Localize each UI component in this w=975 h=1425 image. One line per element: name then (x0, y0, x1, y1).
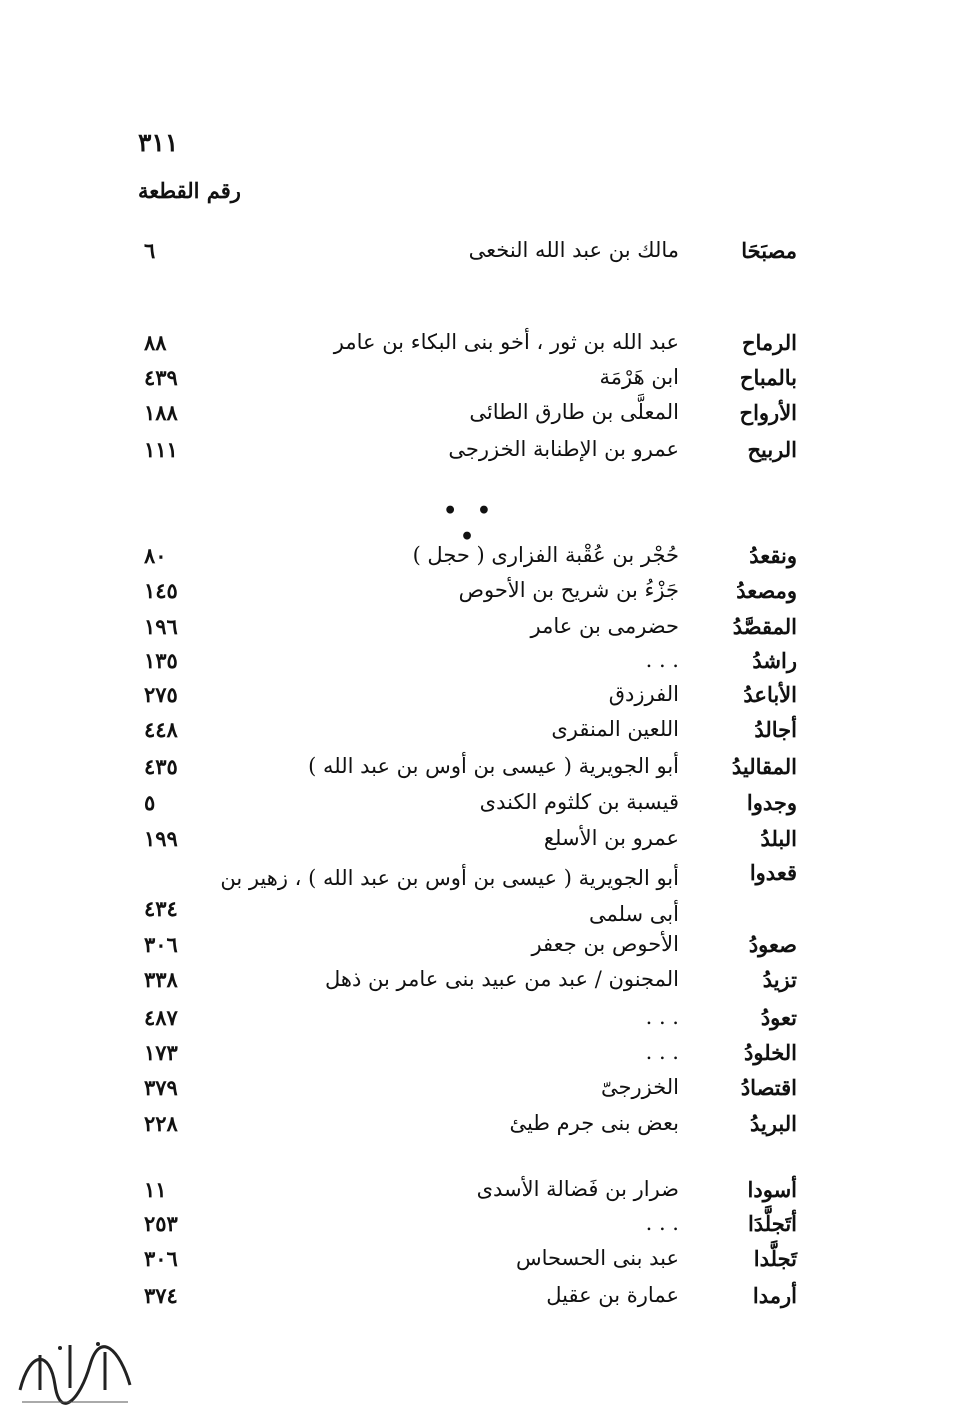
poet-name: جَزْءُ بن شريح بن الأحوص (458, 578, 679, 602)
index-row (0, 717, 975, 751)
poet-name: . . . (645, 1005, 679, 1029)
rhyme-word: البلدُ (760, 826, 797, 851)
piece-number: ١١١ (144, 437, 178, 462)
rhyme-word: المقاليدُ (731, 754, 797, 779)
piece-number: ١٨٨ (144, 400, 178, 425)
piece-number: ١٣٥ (144, 648, 178, 673)
poet-name: الخزرجىّ (600, 1075, 679, 1099)
rhyme-word: وجدوا (746, 790, 797, 815)
index-row (0, 238, 975, 272)
poet-name: بعض بنى جرم طيئ (509, 1111, 679, 1135)
rhyme-word: تَجلَّدا (753, 1246, 797, 1271)
index-row (0, 543, 975, 577)
piece-number: ٦ (144, 238, 156, 263)
poet-name: الفرزدق (608, 682, 679, 706)
poet-name: أبو الجويرية ( عيسى بن أوس بن عبد الله ) ، زهير بن أبى سلمى (220, 866, 679, 926)
index-row (0, 682, 975, 716)
rhyme-word: أرمدا (752, 1283, 797, 1308)
rhyme-word: قعدوا (749, 860, 797, 885)
piece-number: ١١ (144, 1177, 167, 1202)
piece-number: ٣٠٦ (144, 932, 178, 957)
rhyme-word: الرماح (741, 330, 797, 355)
piece-number: ١٤٥ (144, 578, 178, 603)
index-row (0, 860, 975, 932)
rhyme-word: اقتصادُ (740, 1075, 797, 1100)
piece-number: ٥ (144, 790, 156, 815)
poet-name: عمارة بن عقيل (546, 1283, 679, 1307)
rhyme-word: البريدُ (749, 1111, 797, 1136)
poet-name: اللعين المنقرى (551, 717, 679, 741)
rhyme-word: أسودا (747, 1177, 797, 1202)
poet-name: عمرو بن الإطنابة الخزرجى (448, 437, 679, 461)
piece-number: ٣٧٩ (144, 1075, 178, 1100)
rhyme-word: أجالدُ (754, 717, 797, 742)
piece-number: ١٧٣ (144, 1040, 178, 1065)
poet-name: عمرو بن الأسلع (543, 826, 679, 850)
piece-number: ٣٣٨ (144, 967, 178, 992)
rhyme-word: تزيدُ (762, 967, 797, 992)
rhyme-word: تعودُ (760, 1005, 797, 1030)
section-separator: • • • (443, 498, 497, 550)
piece-number: ٢٧٥ (144, 682, 178, 707)
index-row (0, 437, 975, 471)
rhyme-word: مصبَحَا (741, 238, 797, 263)
rhyme-word: ومصعدُ (736, 578, 797, 603)
piece-number: ٤٣٥ (144, 754, 178, 779)
poet-name: أبو الجويرية ( عيسى بن أوس بن عبد الله ) (308, 754, 679, 778)
page-number: ٣١١ (138, 128, 179, 157)
poet-name: قيسبة بن كلثوم الكندى (479, 790, 679, 814)
index-row (0, 578, 975, 612)
poet-name: . . . (645, 648, 679, 672)
index-row (0, 1111, 975, 1145)
index-row (0, 614, 975, 648)
poet-name: مالك بن عبد الله النخعى (468, 238, 679, 262)
rhyme-word: المقصَّدُ (732, 614, 797, 639)
index-row (0, 790, 975, 824)
column-header: رقم القطعة (138, 178, 241, 203)
index-row (0, 648, 975, 682)
poet-name: الأحوص بن جعفر (531, 932, 679, 956)
index-row (0, 1211, 975, 1245)
index-row (0, 330, 975, 364)
rhyme-word: الأرواح (739, 400, 797, 425)
poet-name: حُجْر بن عُقْبة الفزارى ( حجل ) (412, 543, 679, 567)
watermark-logo (10, 1330, 140, 1410)
index-row (0, 1040, 975, 1074)
rhyme-word: ونقعدُ (749, 543, 797, 568)
piece-number: ٤٤٨ (144, 717, 178, 742)
piece-number: ٨٠ (144, 543, 167, 568)
index-row (0, 754, 975, 788)
piece-number: ٤٣٤ (144, 896, 178, 921)
index-row (0, 365, 975, 399)
piece-number: ٤٨٧ (144, 1005, 178, 1030)
piece-number: ٣٧٤ (144, 1283, 178, 1308)
poet-name: المجنون / عبد من عبيد بنى عامر بن ذهل (325, 967, 679, 991)
poet-name: . . . (645, 1040, 679, 1064)
poet-name: ابن هَرْمَة (599, 365, 679, 389)
rhyme-word: الأباعدُ (743, 682, 797, 707)
poet-name: ضرار بن فَضالة الأسدى (476, 1177, 679, 1201)
rhyme-word: الخلودُ (744, 1040, 797, 1065)
poet-name: عبد بنى الحسحاس (515, 1246, 679, 1270)
rhyme-word: بالمباح (739, 365, 797, 390)
index-row (0, 1005, 975, 1039)
poet-name: حضرمى بن عامر (530, 614, 679, 638)
index-row (0, 1246, 975, 1280)
index-row (0, 967, 975, 1001)
index-row (0, 400, 975, 434)
piece-number: ٨٨ (144, 330, 167, 355)
poet-name: . . . (645, 1211, 679, 1235)
piece-number: ٢٢٨ (144, 1111, 178, 1136)
index-row (0, 1075, 975, 1109)
index-row (0, 1283, 975, 1317)
piece-number: ٤٣٩ (144, 365, 178, 390)
poet-name: المعلَّى بن طارق الطائى (469, 400, 679, 424)
poet-name: عبد الله بن ثور ، أخو بنى البكاء بن عامر (333, 330, 679, 354)
piece-number: ١٩٩ (144, 826, 178, 851)
rhyme-word: راشدُ (752, 648, 797, 673)
rhyme-word: صعودُ (748, 932, 797, 957)
index-row (0, 932, 975, 966)
rhyme-word: أتَجلَّدَا (747, 1211, 797, 1236)
index-row (0, 1177, 975, 1211)
rhyme-word: الربيح (747, 437, 797, 462)
piece-number: ٣٠٦ (144, 1246, 178, 1271)
piece-number: ٢٥٣ (144, 1211, 178, 1236)
piece-number: ١٩٦ (144, 614, 178, 639)
index-row (0, 826, 975, 860)
